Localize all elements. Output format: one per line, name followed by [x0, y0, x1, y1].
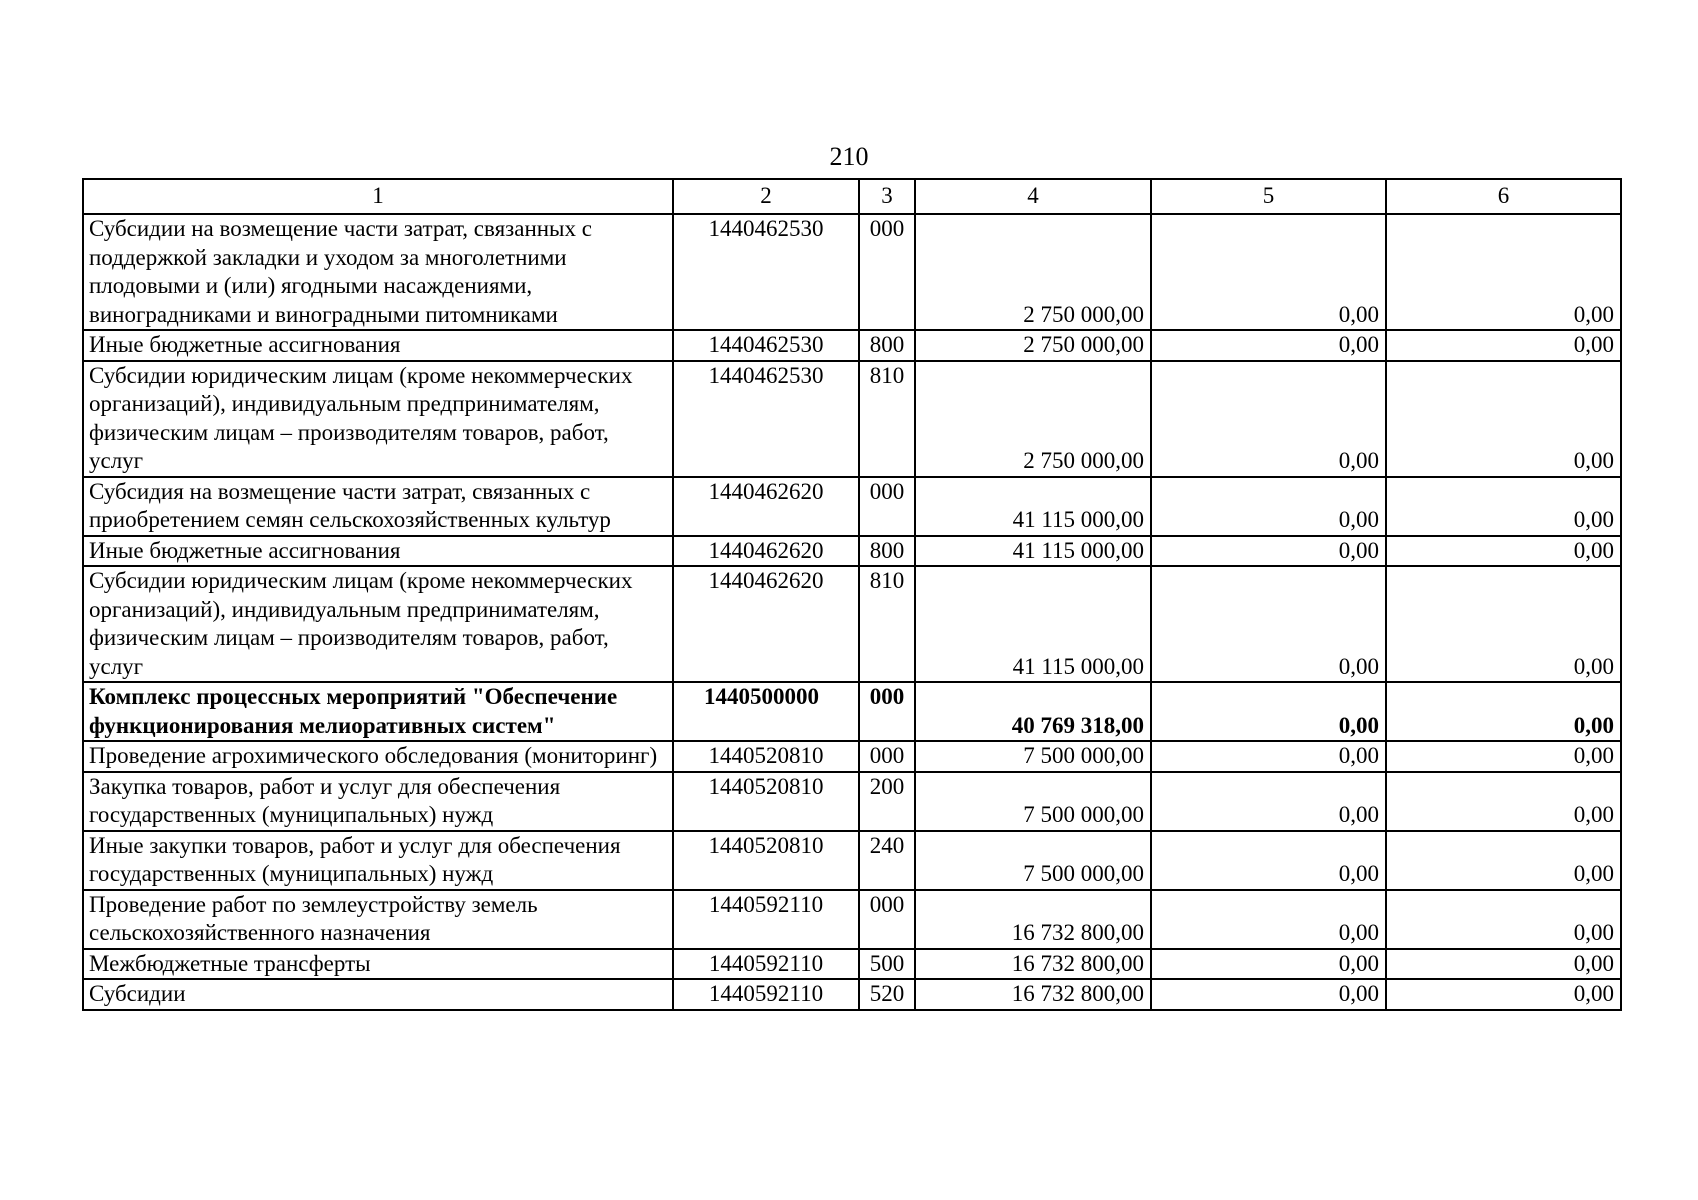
row-code-cell: 1440520810 — [673, 831, 859, 890]
row-name-cell: Субсидии — [83, 979, 673, 1010]
table-body — [83, 214, 1621, 1010]
table-row — [83, 831, 1621, 890]
row-code-cell: 1440462530 — [673, 330, 859, 361]
row-value-6-cell: 0,00 — [1386, 682, 1621, 741]
row-value-5-cell: 0,00 — [1151, 831, 1386, 890]
row-name-cell: Субсидии юридическим лицам (кроме некоммерческих организаций), индивидуальным предпринимателям, физическим лицам – производителям товаров, работ, услуг — [83, 566, 673, 682]
row-value-5-cell: 0,00 — [1151, 949, 1386, 980]
row-type-cell: 800 — [859, 330, 915, 361]
row-type-cell: 000 — [859, 890, 915, 949]
row-value-5-cell: 0,00 — [1151, 536, 1386, 567]
row-type-cell: 520 — [859, 979, 915, 1010]
header-row — [83, 179, 1621, 214]
table-row — [83, 566, 1621, 682]
row-value-5-cell: 0,00 — [1151, 330, 1386, 361]
row-type-cell: 810 — [859, 361, 915, 477]
row-value-4-cell: 2 750 000,00 — [915, 214, 1151, 330]
row-value-4-cell: 16 732 800,00 — [915, 949, 1151, 980]
table-row — [83, 536, 1621, 567]
table-row — [83, 477, 1621, 536]
row-code-cell: 1440592110 — [673, 890, 859, 949]
row-value-6-cell: 0,00 — [1386, 831, 1621, 890]
row-value-6-cell: 0,00 — [1386, 741, 1621, 772]
row-value-4-cell: 41 115 000,00 — [915, 477, 1151, 536]
row-value-5-cell: 0,00 — [1151, 979, 1386, 1010]
row-name-cell: Иные бюджетные ассигнования — [83, 536, 673, 567]
column-header-3: 3 — [859, 179, 915, 214]
table-row — [83, 772, 1621, 831]
row-value-6-cell: 0,00 — [1386, 477, 1621, 536]
table-row — [83, 979, 1621, 1010]
row-value-5-cell: 0,00 — [1151, 361, 1386, 477]
table-row — [83, 214, 1621, 330]
table-row — [83, 361, 1621, 477]
row-value-5-cell: 0,00 — [1151, 477, 1386, 536]
row-code-cell: 1440462620 — [673, 536, 859, 567]
row-value-4-cell: 7 500 000,00 — [915, 741, 1151, 772]
row-name-cell: Проведение работ по землеустройству земель сельскохозяйственного назначения — [83, 890, 673, 949]
row-type-cell: 800 — [859, 536, 915, 567]
row-value-4-cell: 40 769 318,00 — [915, 682, 1151, 741]
row-value-6-cell: 0,00 — [1386, 890, 1621, 949]
page-number: 210 — [829, 142, 869, 171]
row-type-cell: 810 — [859, 566, 915, 682]
row-value-4-cell: 2 750 000,00 — [915, 330, 1151, 361]
row-value-6-cell: 0,00 — [1386, 979, 1621, 1010]
row-value-5-cell: 0,00 — [1151, 890, 1386, 949]
column-header-4: 4 — [915, 179, 1151, 214]
row-code-cell: 1440500000 — [673, 682, 859, 741]
row-value-6-cell: 0,00 — [1386, 949, 1621, 980]
row-value-6-cell: 0,00 — [1386, 214, 1621, 330]
row-value-4-cell: 41 115 000,00 — [915, 566, 1151, 682]
row-code-cell: 1440462620 — [673, 566, 859, 682]
table-row — [83, 682, 1621, 741]
row-name-cell: Субсидии на возмещение части затрат, связанных с поддержкой закладки и уходом за многолетними плодовыми и (или) ягодными насаждениями, виноградниками и виноградными питомниками — [83, 214, 673, 330]
row-value-5-cell: 0,00 — [1151, 214, 1386, 330]
row-value-4-cell: 41 115 000,00 — [915, 536, 1151, 567]
row-value-4-cell: 2 750 000,00 — [915, 361, 1151, 477]
column-header-6: 6 — [1386, 179, 1621, 214]
row-value-4-cell: 7 500 000,00 — [915, 772, 1151, 831]
row-value-4-cell: 16 732 800,00 — [915, 979, 1151, 1010]
row-name-cell: Комплекс процессных мероприятий "Обеспечение функционирования мелиоративных систем" — [83, 682, 673, 741]
row-value-6-cell: 0,00 — [1386, 772, 1621, 831]
row-type-cell: 000 — [859, 741, 915, 772]
row-code-cell: 1440592110 — [673, 979, 859, 1010]
row-value-6-cell: 0,00 — [1386, 361, 1621, 477]
row-name-cell: Иные закупки товаров, работ и услуг для обеспечения государственных (муниципальных) нужд — [83, 831, 673, 890]
row-name-cell: Межбюджетные трансферты — [83, 949, 673, 980]
row-code-cell: 1440592110 — [673, 949, 859, 980]
table-row — [83, 330, 1621, 361]
row-name-cell: Закупка товаров, работ и услуг для обеспечения государственных (муниципальных) нужд — [83, 772, 673, 831]
row-code-cell: 1440462530 — [673, 361, 859, 477]
row-value-5-cell: 0,00 — [1151, 741, 1386, 772]
table-row — [83, 890, 1621, 949]
row-name-cell: Иные бюджетные ассигнования — [83, 330, 673, 361]
row-value-6-cell: 0,00 — [1386, 566, 1621, 682]
row-type-cell: 000 — [859, 477, 915, 536]
row-type-cell: 200 — [859, 772, 915, 831]
row-type-cell: 240 — [859, 831, 915, 890]
table-row — [83, 949, 1621, 980]
row-code-cell: 1440520810 — [673, 741, 859, 772]
row-value-4-cell: 16 732 800,00 — [915, 890, 1151, 949]
column-header-2: 2 — [673, 179, 859, 214]
row-code-cell: 1440462620 — [673, 477, 859, 536]
row-type-cell: 000 — [859, 682, 915, 741]
row-type-cell: 500 — [859, 949, 915, 980]
row-name-cell: Проведение агрохимического обследования (мониторинг) — [83, 741, 673, 772]
row-name-cell: Субсидии юридическим лицам (кроме некоммерческих организаций), индивидуальным предпринимателям, физическим лицам – производителям товаров, работ, услуг — [83, 361, 673, 477]
column-header-5: 5 — [1151, 179, 1386, 214]
budget-table — [82, 178, 1622, 1011]
row-value-4-cell: 7 500 000,00 — [915, 831, 1151, 890]
row-code-cell: 1440520810 — [673, 772, 859, 831]
table-row — [83, 741, 1621, 772]
row-value-5-cell: 0,00 — [1151, 772, 1386, 831]
row-value-6-cell: 0,00 — [1386, 536, 1621, 567]
row-value-5-cell: 0,00 — [1151, 566, 1386, 682]
row-name-cell: Субсидия на возмещение части затрат, связанных с приобретением семян сельскохозяйственных культур — [83, 477, 673, 536]
column-header-1: 1 — [83, 179, 673, 214]
row-value-5-cell: 0,00 — [1151, 682, 1386, 741]
row-value-6-cell: 0,00 — [1386, 330, 1621, 361]
row-code-cell: 1440462530 — [673, 214, 859, 330]
row-type-cell: 000 — [859, 214, 915, 330]
